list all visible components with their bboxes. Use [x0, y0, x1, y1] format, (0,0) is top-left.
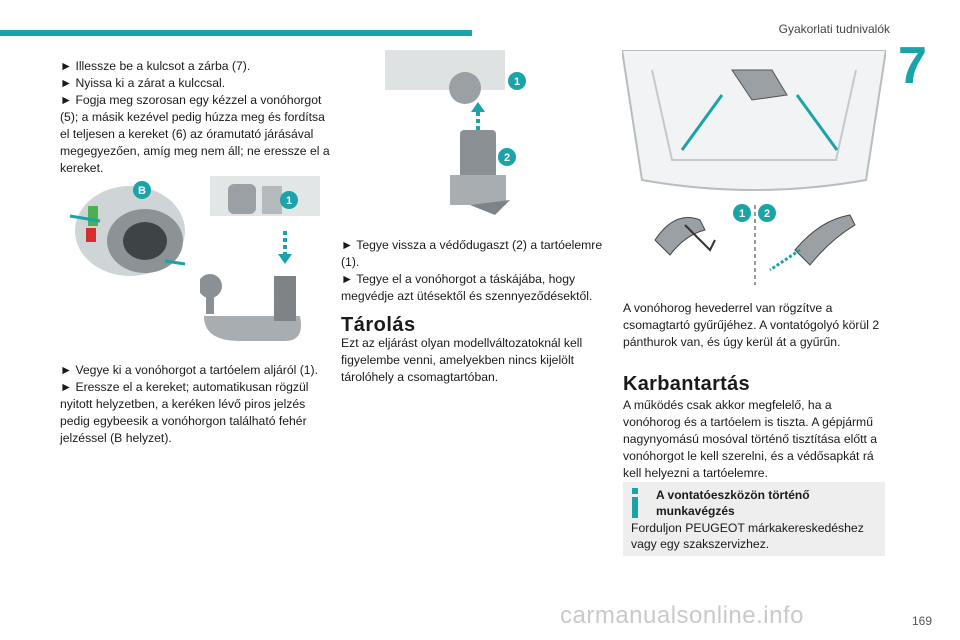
instruction-line: ► Vegye ki a vonóhorgot a tartóelem aljáról (1).	[60, 363, 318, 377]
info-icon	[629, 488, 641, 518]
info-text: Forduljon PEUGEOT márkakereskedéshez vagy egy szakszervizhez.	[631, 521, 864, 551]
figure-badge-label: 2	[504, 152, 511, 164]
page-number: 169	[911, 614, 932, 628]
tow-hook-removal-figure	[200, 176, 320, 356]
trunk-figure	[622, 50, 886, 200]
info-box	[623, 482, 885, 556]
figure-badge-label: 1	[739, 208, 746, 220]
protective-cap-figure	[370, 50, 530, 230]
info-title: A vontatóeszközön történő munkavégzés	[656, 488, 810, 518]
instruction-line: ► Illessze be a kulcsot a zárba (7).	[60, 59, 251, 73]
section-title: Gyakorlati tudnivalók	[778, 22, 890, 36]
instruction-line: ► Tegye vissza a védődugaszt (2) a tartóelemre (1).	[341, 238, 603, 269]
wheel-figure	[60, 176, 195, 286]
instructions-column-1b	[60, 362, 330, 447]
instruction-line: ► Tegye el a vonóhorgot a táskájába, hogy megvédje azt ütésektől és szennyeződésektől.	[341, 272, 593, 303]
storage-text: Ezt az eljárást olyan modellváltozatoknál kell figyelembe venni, amelyekben nincs kijelölt tárolóhely a csomagtartóban.	[341, 336, 583, 384]
watermark: carmanualsonline.info	[560, 602, 804, 629]
instructions-column-2	[341, 237, 606, 305]
instructions-column-1	[60, 58, 330, 177]
strap-text: A vonóhorog hevederrel van rögzítve a csomagtartó gyűrűjéhez. A vontatógolyó körül 2 pánthurok van, és úgy kerül át a gyűrűn.	[623, 301, 880, 349]
maintenance-heading: Karbantartás	[623, 373, 750, 395]
instruction-line: ► Fogja meg szorosan egy kézzel a vonóhorgot (5); a másik kezével pedig húzza meg és fordítsa el teljesen a kereket (6) az óramutató járásával megegyezően, amíg meg nem áll; ne eressze el a kereket.	[60, 93, 330, 175]
storage-heading: Tárolás	[341, 314, 416, 336]
instruction-line: ► Nyissa ki a zárat a kulccsal.	[60, 76, 226, 90]
maintenance-text: A működés csak akkor megfelelő, ha a vonóhorog és a tartóelem is tiszta. A gépjármű nagynyomású mosóval történő tisztítása előtt a vonóhorgot le kell szerelni, és a védősapkát rá kell helyezni a tartóelemre.	[623, 398, 878, 480]
figure-badge-label: 1	[514, 76, 521, 88]
figure-badge-label: 2	[764, 208, 771, 220]
figure-badge-label: B	[138, 185, 146, 197]
figure-badge-label: 1	[286, 195, 293, 207]
strap-loop-figure	[645, 200, 865, 290]
instruction-line: ► Eressze el a kereket; automatikusan rögzül nyitott helyzetben, a keréken lévő piros jelzés pedig egybeesik a vonóhorgon található fehér jelzéssel (B helyzet).	[60, 380, 309, 445]
chapter-number: 7	[898, 37, 927, 95]
header-accent-bar	[0, 30, 472, 36]
